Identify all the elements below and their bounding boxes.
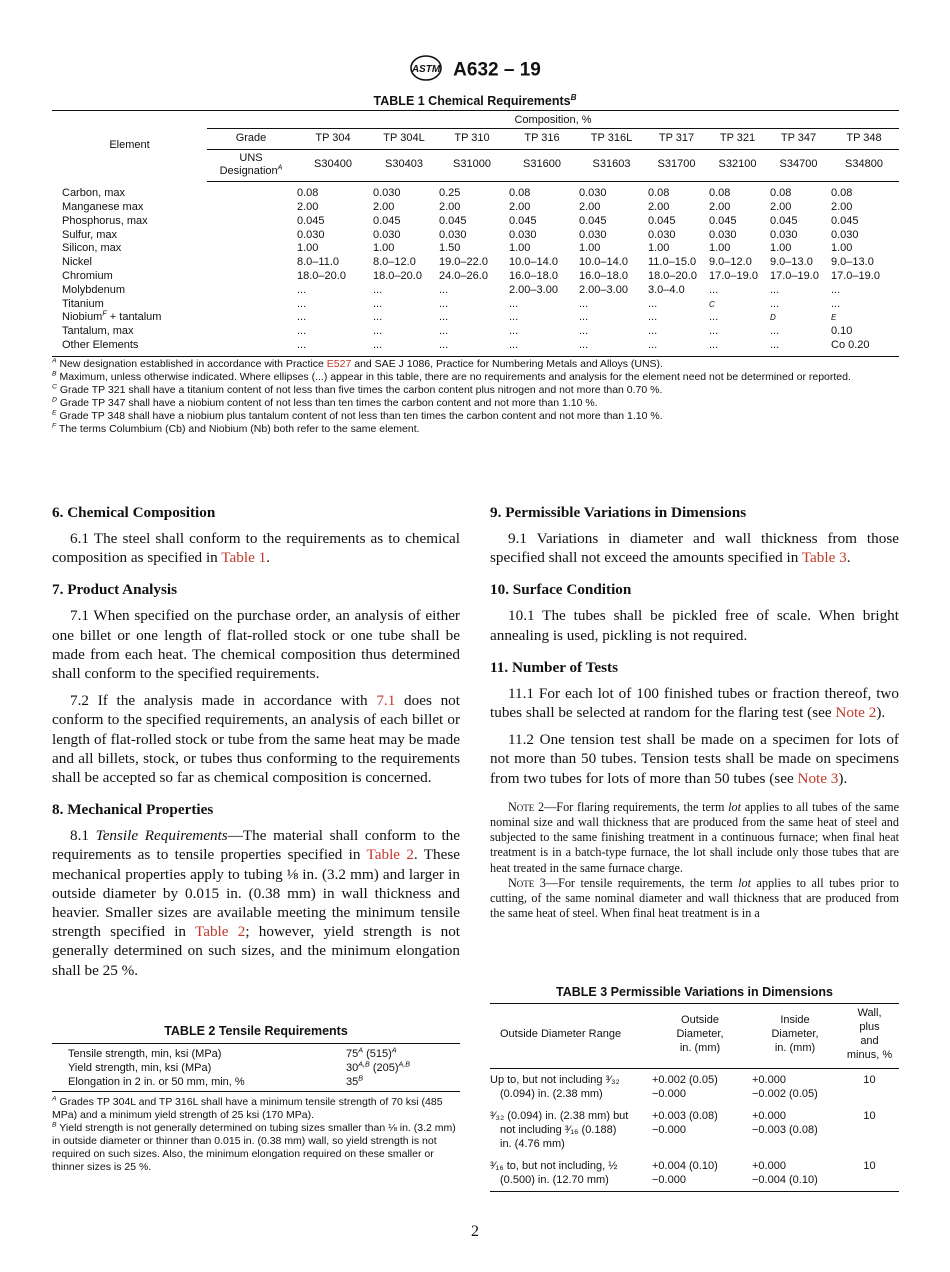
wall-header: Wall, plus and minus, %: [840, 1004, 899, 1069]
section-7-1-link[interactable]: 7.1: [376, 692, 396, 710]
composition-value: ...: [770, 297, 780, 310]
composition-value: 0.045: [297, 214, 325, 227]
para-11-2: 11.2 One tension test shall be made on a specimen for lots of not more than 50 tubes. Tension tests shall be made on specimens from two tubes for lots of more than 50 tubes (see Note 3).: [490, 731, 899, 787]
para-11-1: 11.1 For each lot of 100 finished tubes or fraction thereof, two tubes shall be selected at random for the flaring test (see Note 2).: [490, 684, 899, 722]
composition-value: 0.045: [831, 214, 859, 227]
composition-value: 0.045: [439, 214, 467, 227]
tensile-row: [52, 1044, 460, 1062]
section-10-title: 10. Surface Condition: [490, 581, 632, 599]
element-row: [52, 311, 899, 325]
composition-value: 1.00: [770, 242, 792, 255]
composition-value: 19.0–22.0: [439, 256, 488, 269]
composition-value: ...: [648, 297, 658, 310]
composition-value: ...: [577, 339, 646, 356]
note-3: Note 3—For tensile requirements, the term lot applies to all tubes prior to cutting, of the same nominal diameter and wall thickness that are produced from the same heat of steel. When final heat treatment is in a: [490, 875, 899, 921]
footnote-c: $^C$ Grade TP 321 shall have a titanium content of not less than five times the carbon content plus nitrogen and not more than 0.70 %.: [52, 383, 663, 396]
composition-value: ...: [507, 339, 577, 356]
od-range: ³⁄₃₂ (0.094) in. (2.38 mm) but not including ³⁄₁₆ (0.188) in. (4.76 mm): [490, 1110, 629, 1150]
e527-link[interactable]: E527: [326, 358, 352, 370]
note-2: Note 2—For flaring requirements, the term lot applies to all tubes of the same nominal size and wall thickness that are produced from the same heat of steel and subjected to the same finishing treatment in a continuous furnace; when final heat treatment is in a batch-type furnace, the lot shall include only those tubes that are heat treated in the same furnace charge.: [490, 799, 900, 875]
grade-header: TP 316L: [577, 128, 646, 149]
element-name: Manganese max: [62, 200, 144, 213]
composition-value: ...: [768, 339, 829, 356]
composition-value: 1.00: [648, 242, 670, 255]
element-row: [52, 325, 899, 339]
element-row: [52, 339, 899, 356]
uns-header: S34800: [829, 149, 899, 182]
od-header: Outside Diameter, in. (mm): [650, 1004, 750, 1069]
table2-footnote-a: $^A$ Grades TP 304L and TP 316L shall have a minimum tensile strength of 70 ksi (485 MPa) and a minimum yield strength of 25 ksi (170 MPa).: [52, 1095, 443, 1121]
composition-value: 0.030: [831, 228, 859, 241]
grade-header: TP 304L: [371, 128, 437, 149]
wall-tolerance: 10: [863, 1110, 876, 1122]
composition-value: ...: [509, 311, 519, 324]
composition-value: 2.00: [579, 200, 601, 213]
tensile-value: $35^B$: [346, 1074, 364, 1088]
composition-value: ...: [646, 339, 707, 356]
footnote-f: $^F$ The terms Columbium (Cb) and Niobium (Nb) both refer to the same element.: [52, 422, 420, 435]
composition-value: 1.00: [709, 242, 731, 255]
element-row: [52, 256, 899, 270]
section-11-title: 11. Number of Tests: [490, 658, 618, 676]
para-10-1: 10.1 The tubes shall be pickled free of scale. When bright annealing is used, pickling is not required.: [490, 607, 899, 644]
page-number: 2: [471, 1223, 479, 1240]
grade-header: TP 304: [295, 128, 371, 149]
composition-value: 2.00: [439, 200, 461, 213]
table1-footnotes: [52, 358, 899, 436]
composition-value: ...: [439, 283, 449, 296]
table1-caption: TABLE 1 Chemical Requirements$^B$: [373, 92, 577, 108]
astm-logo-icon: [409, 54, 443, 87]
composition-value: 2.00: [770, 200, 792, 213]
grade-label: Grade: [207, 128, 295, 149]
section-6-title: 6. Chemical Composition: [52, 504, 216, 521]
composition-value: 0.08: [648, 187, 670, 200]
dimension-row: [490, 1109, 899, 1159]
od-range: ³⁄₁₆ to, but not including, ½ (0.500) in. (12.70 mm): [490, 1160, 618, 1186]
composition-value: 3.0–4.0: [648, 283, 685, 296]
element-name: Nickel: [62, 256, 92, 269]
composition-value: 9.0–13.0: [770, 256, 813, 269]
composition-value: ...: [373, 325, 383, 338]
composition-value: 16.0–18.0: [579, 269, 628, 282]
composition-value: 17.0–19.0: [709, 269, 758, 282]
tensile-label: Tensile strength, min, ksi (MPa): [68, 1048, 222, 1060]
composition-value: 0.030: [770, 228, 798, 241]
composition-value: 0.045: [509, 214, 537, 227]
chemical-table-body: [52, 182, 899, 357]
tensile-row: [52, 1061, 460, 1075]
composition-value: 2.00: [709, 200, 731, 213]
composition-value: ...: [509, 297, 519, 310]
composition-value: 8.0–11.0: [297, 256, 340, 269]
element-row: [52, 298, 899, 312]
id-tolerance: +0.000 −0.004 (0.10): [752, 1160, 818, 1186]
element-name: Silicon, max: [62, 242, 122, 255]
note2-link[interactable]: Note 2: [835, 704, 877, 722]
composition-value: 0.030: [579, 228, 607, 241]
composition-value: 0.030: [648, 228, 676, 241]
element-name: Carbon, max: [62, 186, 125, 199]
element-row: [52, 242, 899, 256]
composition-value: 1.00: [579, 242, 601, 255]
tensile-value: $30^{A,B}$ $(205)^{A,B}$: [346, 1060, 411, 1074]
composition-value: ...: [770, 283, 780, 296]
element-row: [52, 270, 899, 284]
composition-value: 1.50: [439, 242, 461, 255]
composition-value: 1.00: [831, 242, 853, 255]
composition-value: 11.0–15.0: [648, 256, 697, 269]
tensile-label: Yield strength, min, ksi (MPa): [68, 1062, 212, 1074]
element-row: [52, 201, 899, 215]
od-range: Up to, but not including ³⁄₃₂ (0.094) in. (2.38 mm): [490, 1074, 620, 1100]
uns-header: S31600: [507, 149, 577, 182]
page-header: [0, 54, 950, 87]
element-row: [52, 229, 899, 243]
composition-value: 18.0–20.0: [297, 269, 346, 282]
composition-value: 2.00: [297, 200, 319, 213]
composition-value: ...: [297, 297, 307, 310]
composition-value: 0.030: [709, 228, 737, 241]
composition-value: ...: [373, 311, 383, 324]
composition-value: 0.045: [709, 214, 737, 227]
composition-value: ...: [579, 325, 589, 338]
table2-link-2[interactable]: Table 2: [194, 923, 246, 941]
composition-value: Co 0.20: [829, 339, 899, 356]
composition-value: 1.00: [297, 242, 319, 255]
composition-value: 18.0–20.0: [648, 269, 697, 282]
composition-value: 24.0–26.0: [439, 269, 488, 282]
dimension-variations-table: [490, 1003, 899, 1192]
composition-value: 2.00: [831, 200, 853, 213]
composition-value: 2.00–3.00: [509, 283, 558, 296]
footnote-a: $^A$ New designation established in accordance with Practice E527 and SAE J 1086, Practice for Numbering Metals and Alloys (UNS).: [52, 357, 663, 370]
tensile-requirements-table: [52, 1043, 460, 1092]
composition-value: ...: [373, 283, 383, 296]
composition-value: 0.030: [373, 228, 401, 241]
element-name: Sulfur, max: [62, 228, 118, 241]
composition-value: 8.0–12.0: [373, 256, 416, 269]
element-row: [52, 182, 899, 201]
uns-header: S30403: [371, 149, 437, 182]
composition-value: ...: [297, 283, 307, 296]
standard-designation: A632 – 19: [453, 59, 541, 81]
composition-value: ...: [373, 297, 383, 310]
table2-footnotes: [52, 1096, 460, 1174]
composition-value: E: [831, 313, 837, 323]
composition-value: 0.045: [373, 214, 401, 227]
element-name: Niobium$^F$ + tantalum: [62, 309, 162, 324]
composition-value: ...: [371, 339, 437, 356]
uns-header: S31000: [437, 149, 507, 182]
composition-value: 0.08: [509, 187, 531, 200]
grade-header: TP 321: [707, 128, 768, 149]
uns-header: S31700: [646, 149, 707, 182]
composition-value: 2.00: [373, 200, 395, 213]
grade-header: TP 310: [437, 128, 507, 149]
composition-value: 0.10: [831, 325, 853, 338]
composition-value: ...: [648, 311, 658, 324]
note3-link[interactable]: Note 3: [797, 769, 839, 787]
composition-value: ...: [297, 325, 307, 338]
section-8-title: 8. Mechanical Properties: [52, 801, 214, 819]
footnote-e: $^E$ Grade TP 348 shall have a niobium plus tantalum content of not less than ten times the carbon content and not more than 1.10 %.: [52, 409, 663, 422]
composition-value: 0.08: [831, 187, 853, 200]
dimension-row: [490, 1069, 899, 1110]
composition-value: ...: [579, 297, 589, 310]
element-name: Tantalum, max: [62, 325, 134, 338]
tensile-value: $75^A$ $(515)^A$: [346, 1046, 397, 1060]
element-name: Phosphorus, max: [62, 214, 148, 227]
table2-link[interactable]: Table 2: [366, 846, 414, 864]
composition-value: 0.030: [373, 187, 401, 200]
table2-footnote-b: $^B$ Yield strength is not generally determined on tubing sizes smaller than ⅛ in. (3.2 mm) in outside diameter or thinner than 0.015 in. (0.38 mm) wall, so yield strength is not required on such sizes. Also, the minimum elongation required on these smaller or thinner sizes is 25 %.: [52, 1121, 456, 1173]
dimension-row: [490, 1159, 899, 1192]
od-tolerance: +0.004 (0.10) −0.000: [652, 1160, 718, 1186]
composition-value: ...: [648, 325, 658, 338]
composition-value: 9.0–12.0: [709, 256, 752, 269]
composition-value: ...: [295, 339, 371, 356]
grade-header: TP 316: [507, 128, 577, 149]
composition-value: ...: [709, 325, 719, 338]
composition-value: 0.045: [770, 214, 798, 227]
composition-value: ...: [707, 339, 768, 356]
composition-value: 0.030: [297, 228, 325, 241]
uns-header: S30400: [295, 149, 371, 182]
left-column: [52, 503, 460, 986]
uns-header: S32100: [707, 149, 768, 182]
composition-value: 10.0–14.0: [509, 256, 558, 269]
composition-value: ...: [297, 311, 307, 324]
composition-value: ...: [439, 325, 449, 338]
composition-value: 18.0–20.0: [373, 269, 422, 282]
para-9-1: 9.1 Variations in diameter and wall thickness from those specified shall not exceed the amounts specified in Table 3.: [490, 530, 899, 567]
id-tolerance: +0.000 −0.003 (0.08): [752, 1110, 818, 1136]
composition-value: 0.25: [439, 187, 461, 200]
composition-value: ...: [831, 297, 841, 310]
composition-value: ...: [770, 325, 780, 338]
element-row: [52, 215, 899, 229]
composition-value: 1.00: [373, 242, 395, 255]
svg-text:ASTM: ASTM: [411, 64, 441, 75]
section-9-title: 9. Permissible Variations in Dimensions: [490, 504, 747, 521]
composition-value: 17.0–19.0: [831, 269, 880, 282]
footnote-b: $^B$ Maximum, unless otherwise indicated. Where ellipses (...) appear in this table, there are no requirements and analysis for the element need not be determined or reported.: [52, 370, 851, 383]
composition-value: ...: [439, 311, 449, 324]
table3-caption: TABLE 3 Permissible Variations in Dimensions: [556, 985, 833, 999]
element-name: Titanium: [62, 297, 104, 310]
composition-value: ...: [831, 283, 841, 296]
composition-value: 1.00: [509, 242, 531, 255]
composition-value: 0.030: [579, 187, 607, 200]
section-7-title: 7. Product Analysis: [52, 581, 178, 599]
composition-value: 2.00–3.00: [579, 283, 628, 296]
composition-value: 0.08: [297, 187, 319, 200]
grade-header: TP 348: [829, 128, 899, 149]
composition-value: D: [770, 313, 776, 323]
od-tolerance: +0.003 (0.08) −0.000: [652, 1110, 718, 1136]
table3-link[interactable]: Table 3: [801, 549, 847, 567]
composition-value: C: [709, 299, 715, 309]
composition-value: 9.0–13.0: [831, 256, 874, 269]
composition-value: ...: [437, 339, 507, 356]
right-column: [490, 503, 899, 921]
composition-value: 0.045: [579, 214, 607, 227]
grade-header: TP 317: [646, 128, 707, 149]
table1-link[interactable]: Table 1: [221, 549, 267, 567]
element-name: Chromium: [62, 269, 113, 282]
table2-caption: TABLE 2 Tensile Requirements: [164, 1024, 348, 1038]
composition-value: 17.0–19.0: [770, 269, 819, 282]
element-name: Other Elements: [52, 339, 207, 356]
wall-tolerance: 10: [863, 1160, 876, 1172]
tensile-row: [52, 1075, 460, 1092]
uns-header: S34700: [768, 149, 829, 182]
composition-value: 0.030: [439, 228, 467, 241]
composition-value: 0.08: [770, 187, 792, 200]
para-6-1: 6.1 The steel shall conform to the requirements as to chemical composition as specified in Table 1.: [52, 530, 460, 567]
od-tolerance: +0.002 (0.05) −0.000: [652, 1074, 718, 1100]
composition-value: 0.08: [709, 187, 731, 200]
element-header: Element: [52, 111, 207, 182]
composition-value: ...: [439, 297, 449, 310]
grade-header: TP 347: [768, 128, 829, 149]
uns-label: UNS Designation$^A$: [207, 149, 295, 182]
para-8-1: 8.1 Tensile Requirements—The material shall conform to the requirements as to tensile properties specified in Table 2. These mechanical properties apply to tubing ⅛ in. (3.2 mm) and larger in outside diameter by 0.015 in. (0.38 mm) in wall thickness and heavier. Smaller sizes are available meeting the minimum tensile strength specified in Table 2; however, yield strength is not generally determined on such sizes, and the minimum elongation shall be 25 %.: [52, 827, 461, 979]
composition-value: ...: [579, 311, 589, 324]
composition-value: 0.045: [648, 214, 676, 227]
composition-value: ...: [709, 283, 719, 296]
composition-header: Composition, %: [207, 111, 899, 129]
composition-value: 0.030: [509, 228, 537, 241]
para-7-1: 7.1 When specified on the purchase order, an analysis of either one billet or one length of flat-rolled stock or one tube shall be made from each heat. The chemical composition thus determined shall conform to the specified requirements.: [52, 607, 460, 683]
id-tolerance: +0.000 −0.002 (0.05): [752, 1074, 818, 1100]
composition-value: ...: [709, 311, 719, 324]
id-header: Inside Diameter, in. (mm): [750, 1004, 840, 1069]
composition-value: 2.00: [509, 200, 531, 213]
composition-value: 16.0–18.0: [509, 269, 558, 282]
range-header: Outside Diameter Range: [490, 1004, 650, 1069]
composition-value: 2.00: [648, 200, 670, 213]
element-name: Molybdenum: [62, 283, 125, 296]
composition-value: ...: [509, 325, 519, 338]
uns-header: S31603: [577, 149, 646, 182]
composition-value: 10.0–14.0: [579, 256, 628, 269]
para-7-2: 7.2 If the analysis made in accordance with 7.1 does not conform to the specified requirements, an analysis of each billet or length of flat-rolled stock or tube from the same heat may be made and all billets, stock, or tubes thus conforming to the requirements shall be accepted so far as chemical composition is concerned.: [52, 692, 460, 787]
tensile-label: Elongation in 2 in. or 50 mm, min, %: [68, 1076, 245, 1088]
footnote-d: $^D$ Grade TP 347 shall have a niobium content of not less than ten times the carbon content and not more than 1.10 %.: [52, 396, 598, 409]
element-row: [52, 284, 899, 298]
chemical-requirements-table: [52, 110, 899, 357]
wall-tolerance: 10: [863, 1074, 876, 1086]
